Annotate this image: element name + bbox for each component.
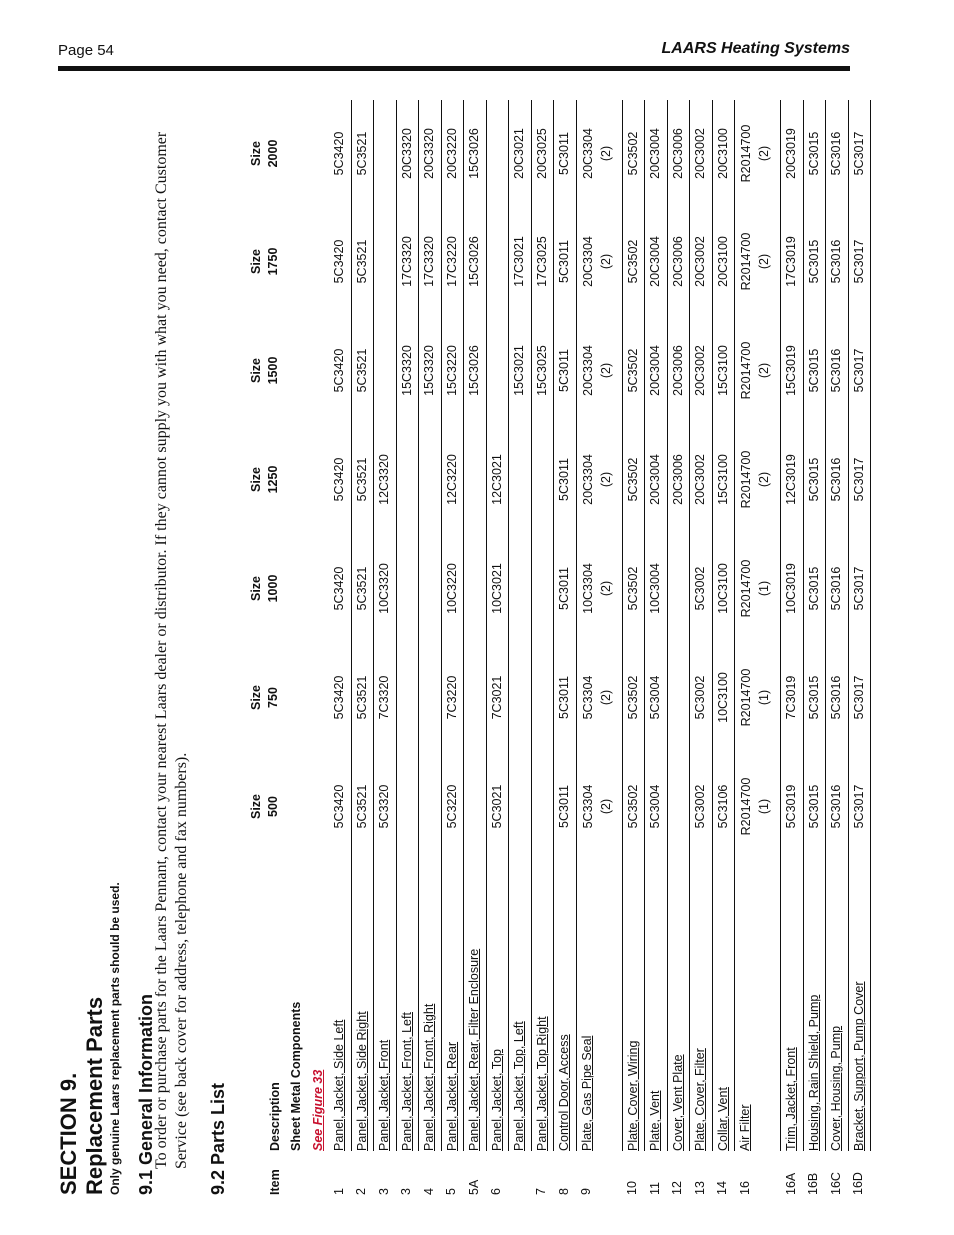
part-number: R2014700 (739, 668, 753, 727)
part-number-cell (486, 207, 509, 316)
part-number-cell: 7C3220 (441, 643, 464, 752)
part-number-cell: 5C3002 (690, 534, 713, 643)
part-number-cell (419, 534, 442, 643)
part-number-cell: 20C3006 (667, 425, 690, 534)
part-number-cell: 5C3420 (329, 100, 351, 207)
part-number-cell: 5C3420 (329, 534, 351, 643)
part-number-cell (735, 316, 781, 425)
part-number-cell: 20C3100 (712, 207, 735, 316)
part-description: Panel, Jacket, Front, Left (396, 861, 419, 1151)
part-number-cell: 5C3011 (554, 207, 577, 316)
part-number-cell: 15C3025 (531, 316, 554, 425)
part-description: Cover, Housing, Pump (826, 861, 849, 1151)
part-number-cell (464, 643, 487, 752)
table-row (329, 100, 351, 1195)
part-number: R2014700 (739, 777, 753, 836)
part-number-cell: 5C3015 (803, 643, 826, 752)
part-number-cell: 12C3320 (374, 425, 397, 534)
part-number-cell: 7C3320 (374, 643, 397, 752)
item-number: 4 (421, 1188, 436, 1195)
part-number-cell: 12C3019 (781, 425, 804, 534)
part-number-cell: 12C3220 (441, 425, 464, 534)
part-number-cell: 5C3011 (554, 425, 577, 534)
part-description: Panel, Jacket, Front (374, 861, 397, 1151)
part-number-cell: 17C3021 (509, 207, 532, 316)
part-number-cell (464, 425, 487, 534)
part-number: 20C3304 (580, 128, 595, 179)
part-number-cell: 5C3011 (554, 316, 577, 425)
part-number-cell: 5C3016 (826, 100, 849, 207)
part-number-cell: 5C3521 (351, 100, 374, 207)
part-description: Control Door, Access (554, 861, 577, 1151)
table-row (803, 100, 826, 1195)
part-number-cell: 5C3420 (329, 207, 351, 316)
part-number-cell: 5C3017 (848, 752, 871, 861)
part-number-cell (576, 316, 622, 425)
part-number-cell: 5C3017 (848, 207, 871, 316)
group-ref-row (308, 100, 330, 1195)
part-description: Housing, Rain Shield, Pump (803, 861, 826, 1151)
table-row (735, 100, 781, 1195)
part-number-cell: 20C3320 (396, 100, 419, 207)
part-number-cell: 5C3017 (848, 316, 871, 425)
part-quantity: (2) (598, 362, 613, 379)
part-description: Collar, Vent (712, 861, 735, 1151)
col-size-header: Size 1500 (249, 356, 280, 385)
part-number-cell: 20C3004 (645, 425, 668, 534)
table-row (351, 100, 374, 1195)
part-number: R2014700 (739, 232, 753, 291)
part-number-cell (374, 316, 397, 425)
part-number: 20C3304 (580, 454, 595, 505)
group-label: Sheet Metal Components (289, 1001, 303, 1151)
item-number: 14 (715, 1181, 729, 1195)
col-size-header: Size 1750 (249, 247, 280, 276)
part-number-cell (374, 100, 397, 207)
part-number-cell (531, 643, 554, 752)
part-number-cell (531, 425, 554, 534)
part-number-cell: 5C3521 (351, 643, 374, 752)
table-row (848, 100, 871, 1195)
part-number-cell: 20C3004 (645, 207, 668, 316)
part-number-cell: 5C3016 (826, 534, 849, 643)
item-number: 5A (466, 1179, 481, 1195)
part-number-cell (374, 207, 397, 316)
section-title: SECTION 9. (56, 1072, 81, 1195)
part-number-cell: 17C3220 (441, 207, 464, 316)
table-row (419, 100, 442, 1195)
part-description: Panel, Jacket, Top (486, 861, 509, 1151)
part-number-cell: 15C3026 (464, 316, 487, 425)
part-number-cell: 5C3502 (622, 752, 645, 861)
part-number-cell: 10C3021 (486, 534, 509, 643)
part-number-cell: 15C3320 (419, 316, 442, 425)
part-number-cell: 20C3220 (441, 100, 464, 207)
part-number-cell: 5C3002 (690, 752, 713, 861)
part-number-cell: 15C3026 (464, 207, 487, 316)
part-number-cell: 5C3502 (622, 534, 645, 643)
item-number: 16D (851, 1172, 865, 1195)
part-number-cell: 5C3011 (554, 752, 577, 861)
part-number-cell (396, 425, 419, 534)
part-number-cell: 5C3015 (803, 316, 826, 425)
table-row (554, 100, 577, 1195)
col-description-header: Description (268, 1082, 282, 1151)
part-number-cell: 5C3019 (781, 752, 804, 861)
item-number: 3 (399, 1188, 413, 1195)
part-number-cell (396, 752, 419, 861)
part-quantity: (2) (598, 253, 613, 270)
part-number-cell: 5C3017 (848, 643, 871, 752)
table-row (712, 100, 735, 1195)
part-number: R2014700 (739, 559, 753, 618)
part-number-cell: 20C3100 (712, 100, 735, 207)
item-number: 6 (489, 1188, 503, 1195)
part-number-cell: 7C3021 (486, 643, 509, 752)
part-number-cell: 5C3521 (351, 207, 374, 316)
part-number-cell: 5C3502 (622, 316, 645, 425)
part-number-cell (667, 752, 690, 861)
part-number-cell: 5C3011 (554, 534, 577, 643)
part-description: Panel, Jacket, Top, Left (509, 861, 532, 1151)
part-number-cell: 17C3320 (419, 207, 442, 316)
item-number: 11 (647, 1182, 662, 1195)
table-row (667, 100, 690, 1195)
col-size-header: Size 500 (249, 794, 280, 820)
part-number-cell (735, 207, 781, 316)
part-number-cell: 5C3015 (803, 752, 826, 861)
part-number-cell: 5C3320 (374, 752, 397, 861)
table-row (781, 100, 804, 1195)
part-number-cell (576, 752, 622, 861)
part-number-cell: 5C3420 (329, 752, 351, 861)
item-number: 10 (625, 1181, 639, 1195)
part-number-cell (509, 643, 532, 752)
item-number: 1 (332, 1188, 346, 1195)
part-number-cell (667, 534, 690, 643)
col-size-header: Size 1250 (249, 465, 280, 494)
part-number-cell (576, 534, 622, 643)
part-number-cell: 15C3019 (781, 316, 804, 425)
part-description: Panel, Jacket, Front, Right (419, 861, 442, 1151)
table-row (509, 100, 532, 1195)
part-number-cell: 5C3502 (622, 425, 645, 534)
general-info-text: To order or purchase parts for the Laars Pennant, contact your nearest Laars dealer or distributor. If they cannot supply you with what you need, contact Customer Service (see back cover for address, telephone and fax numbers). (153, 131, 190, 1169)
part-number-cell (486, 316, 509, 425)
part-number-cell: 5C3502 (622, 100, 645, 207)
part-description: Panel, Jacket, Rear (441, 861, 464, 1151)
part-description: Trim, Jacket, Front (781, 861, 804, 1151)
figure-reference-link[interactable]: See Figure 33 (310, 1069, 325, 1151)
part-number-cell: 5C3420 (329, 425, 351, 534)
part-number-cell: 12C3021 (486, 425, 509, 534)
part-number-cell: 5C3016 (826, 425, 849, 534)
item-number: 9 (579, 1188, 593, 1195)
part-number-cell: 20C3004 (645, 316, 668, 425)
section-note: Only genuine Laars replacement parts should be used. (108, 882, 122, 1195)
table-row (826, 100, 849, 1195)
part-number-cell (735, 643, 781, 752)
part-number-cell: 5C3011 (554, 100, 577, 207)
part-number-cell (531, 534, 554, 643)
part-number: 5C3304 (580, 675, 595, 720)
part-description: Cover, Vent Plate (667, 861, 690, 1151)
part-number-cell (735, 100, 781, 207)
table-row (464, 100, 487, 1195)
table-row (531, 100, 554, 1195)
group-label-row (286, 100, 308, 1195)
item-number: 2 (354, 1188, 368, 1195)
part-number-cell: 20C3004 (645, 100, 668, 207)
part-number-cell: 10C3100 (712, 534, 735, 643)
part-quantity: (2) (598, 580, 613, 597)
part-number-cell: 5C3220 (441, 752, 464, 861)
part-number-cell: 10C3320 (374, 534, 397, 643)
part-number-cell: 5C3420 (329, 316, 351, 425)
table-row (441, 100, 464, 1195)
item-number: 16B (806, 1172, 820, 1195)
part-number-cell: 5C3521 (351, 534, 374, 643)
col-size-header: Size 750 (249, 685, 280, 711)
table-row (576, 100, 622, 1195)
part-number-cell: 5C3502 (622, 643, 645, 752)
item-number: 3 (376, 1188, 391, 1195)
part-description: Plate, Cover, Wiring (622, 861, 645, 1151)
part-quantity: (2) (757, 362, 771, 379)
part-number-cell: 15C3220 (441, 316, 464, 425)
part-description: Panel, Jacket, Rear, Filter Enclosure (464, 861, 487, 1151)
part-number-cell (576, 643, 622, 752)
part-number-cell: 5C3017 (848, 100, 871, 207)
table-header-row (236, 100, 286, 1195)
part-number-cell: 15C3320 (396, 316, 419, 425)
part-number-cell (735, 425, 781, 534)
part-number-cell: 5C3521 (351, 425, 374, 534)
part-number-cell (419, 425, 442, 534)
part-quantity: (2) (757, 145, 771, 162)
item-number: 7 (534, 1188, 548, 1195)
table-row (374, 100, 397, 1195)
table-row (396, 100, 419, 1195)
part-quantity: (2) (598, 471, 613, 488)
section-subtitle: Replacement Parts (82, 996, 107, 1195)
part-number-cell: 15C3100 (712, 316, 735, 425)
part-number-cell: 10C3220 (441, 534, 464, 643)
item-number: 5 (444, 1188, 458, 1195)
part-number: 20C3304 (580, 345, 595, 396)
parts-list-heading: 9.2 Parts List (208, 1082, 228, 1195)
table-row (486, 100, 509, 1195)
part-number-cell: 5C3016 (826, 316, 849, 425)
page-number: Page 54 (58, 42, 114, 59)
part-description: Air Filter (735, 861, 781, 1151)
part-number-cell (735, 752, 781, 861)
part-number-cell (735, 534, 781, 643)
col-size-header: Size 2000 (249, 139, 280, 168)
part-number-cell: 5C3004 (645, 643, 668, 752)
part-number: R2014700 (739, 124, 753, 183)
part-number-cell: 17C3025 (531, 207, 554, 316)
part-number: R2014700 (739, 341, 753, 400)
part-number-cell (396, 643, 419, 752)
part-number-cell (464, 752, 487, 861)
part-number-cell: 5C3015 (803, 425, 826, 534)
part-description: Bracket, Support, Pump Cover (848, 861, 871, 1151)
part-number-cell (531, 752, 554, 861)
part-number-cell (576, 425, 622, 534)
part-number-cell: 20C3320 (419, 100, 442, 207)
part-number-cell: 7C3019 (781, 643, 804, 752)
part-number: 5C3304 (580, 784, 595, 829)
part-number-cell: 5C3015 (803, 207, 826, 316)
part-quantity: (2) (757, 471, 771, 488)
part-number-cell: 17C3320 (396, 207, 419, 316)
part-number-cell: 20C3002 (690, 316, 713, 425)
part-number-cell: 5C3017 (848, 534, 871, 643)
part-number-cell: 20C3006 (667, 316, 690, 425)
part-number-cell (576, 100, 622, 207)
parts-table (236, 100, 871, 1195)
col-size-header: Size 1000 (249, 574, 280, 603)
rotated-content (56, 100, 866, 1195)
part-number-cell: 20C3019 (781, 100, 804, 207)
part-number-cell (419, 643, 442, 752)
part-quantity: (2) (598, 798, 613, 815)
table-row (622, 100, 645, 1195)
part-number-cell: 10C3019 (781, 534, 804, 643)
part-number-cell (667, 643, 690, 752)
part-description: Plate, Cover, Filter (690, 861, 713, 1151)
part-number: 10C3304 (580, 563, 595, 614)
part-number-cell: 20C3002 (690, 207, 713, 316)
part-number-cell: 5C3420 (329, 643, 351, 752)
part-number-cell: 5C3106 (712, 752, 735, 861)
part-number-cell: 20C3002 (690, 100, 713, 207)
part-number-cell (464, 534, 487, 643)
item-number: 16A (783, 1172, 798, 1195)
part-number-cell: 5C3016 (826, 752, 849, 861)
part-number-cell: 5C3021 (486, 752, 509, 861)
part-number-cell: 10C3004 (645, 534, 668, 643)
part-number-cell (509, 534, 532, 643)
part-quantity: (1) (757, 689, 771, 706)
part-description: Plate, Gas Pipe Seal (576, 861, 622, 1151)
table-row (645, 100, 668, 1195)
part-number: 20C3304 (580, 236, 595, 287)
part-quantity: (2) (598, 145, 613, 162)
part-number-cell: 17C3019 (781, 207, 804, 316)
item-number (509, 1151, 532, 1195)
part-number-cell (486, 100, 509, 207)
part-number-cell (396, 534, 419, 643)
part-number-cell: 20C3006 (667, 100, 690, 207)
part-number-cell: 15C3100 (712, 425, 735, 534)
part-number-cell: 20C3021 (509, 100, 532, 207)
table-row (690, 100, 713, 1195)
part-number: R2014700 (739, 450, 753, 509)
part-quantity: (1) (757, 798, 771, 815)
part-description: Panel, Jacket, Top Right (531, 861, 554, 1151)
part-number-cell: 10C3100 (712, 643, 735, 752)
part-number-cell: 20C3025 (531, 100, 554, 207)
item-number: 16 (737, 1181, 752, 1195)
part-number-cell: 5C3011 (554, 643, 577, 752)
part-number-cell (419, 752, 442, 861)
part-number-cell: 5C3002 (690, 643, 713, 752)
part-number-cell: 15C3026 (464, 100, 487, 207)
part-number-cell (509, 425, 532, 534)
part-number-cell: 5C3017 (848, 425, 871, 534)
part-number-cell: 5C3015 (803, 534, 826, 643)
part-number-cell: 5C3521 (351, 316, 374, 425)
part-number-cell: 15C3021 (509, 316, 532, 425)
part-quantity: (1) (757, 580, 771, 597)
general-info-heading: 9.1 General Information (136, 993, 156, 1195)
part-number-cell: 5C3502 (622, 207, 645, 316)
part-number-cell: 5C3015 (803, 100, 826, 207)
header-rule (58, 66, 850, 71)
item-number: 16C (828, 1172, 843, 1195)
part-number-cell: 5C3016 (826, 207, 849, 316)
part-quantity: (2) (598, 689, 613, 706)
part-number-cell: 5C3016 (826, 643, 849, 752)
part-description: Panel, Jacket, Side Left (329, 861, 351, 1151)
part-number-cell: 20C3006 (667, 207, 690, 316)
part-number-cell (509, 752, 532, 861)
item-number: 12 (670, 1181, 684, 1195)
part-description: Panel, Jacket, Side Right (351, 861, 374, 1151)
part-quantity: (2) (757, 253, 771, 270)
item-number: 8 (556, 1188, 571, 1195)
part-number-cell: 5C3004 (645, 752, 668, 861)
part-number-cell: 5C3521 (351, 752, 374, 861)
col-item-header: Item (268, 1169, 282, 1195)
part-number-cell (576, 207, 622, 316)
part-description: Plate, Vent (645, 861, 668, 1151)
brand-name: LAARS Heating Systems (661, 40, 850, 57)
item-number: 13 (692, 1181, 707, 1195)
part-number-cell: 20C3002 (690, 425, 713, 534)
